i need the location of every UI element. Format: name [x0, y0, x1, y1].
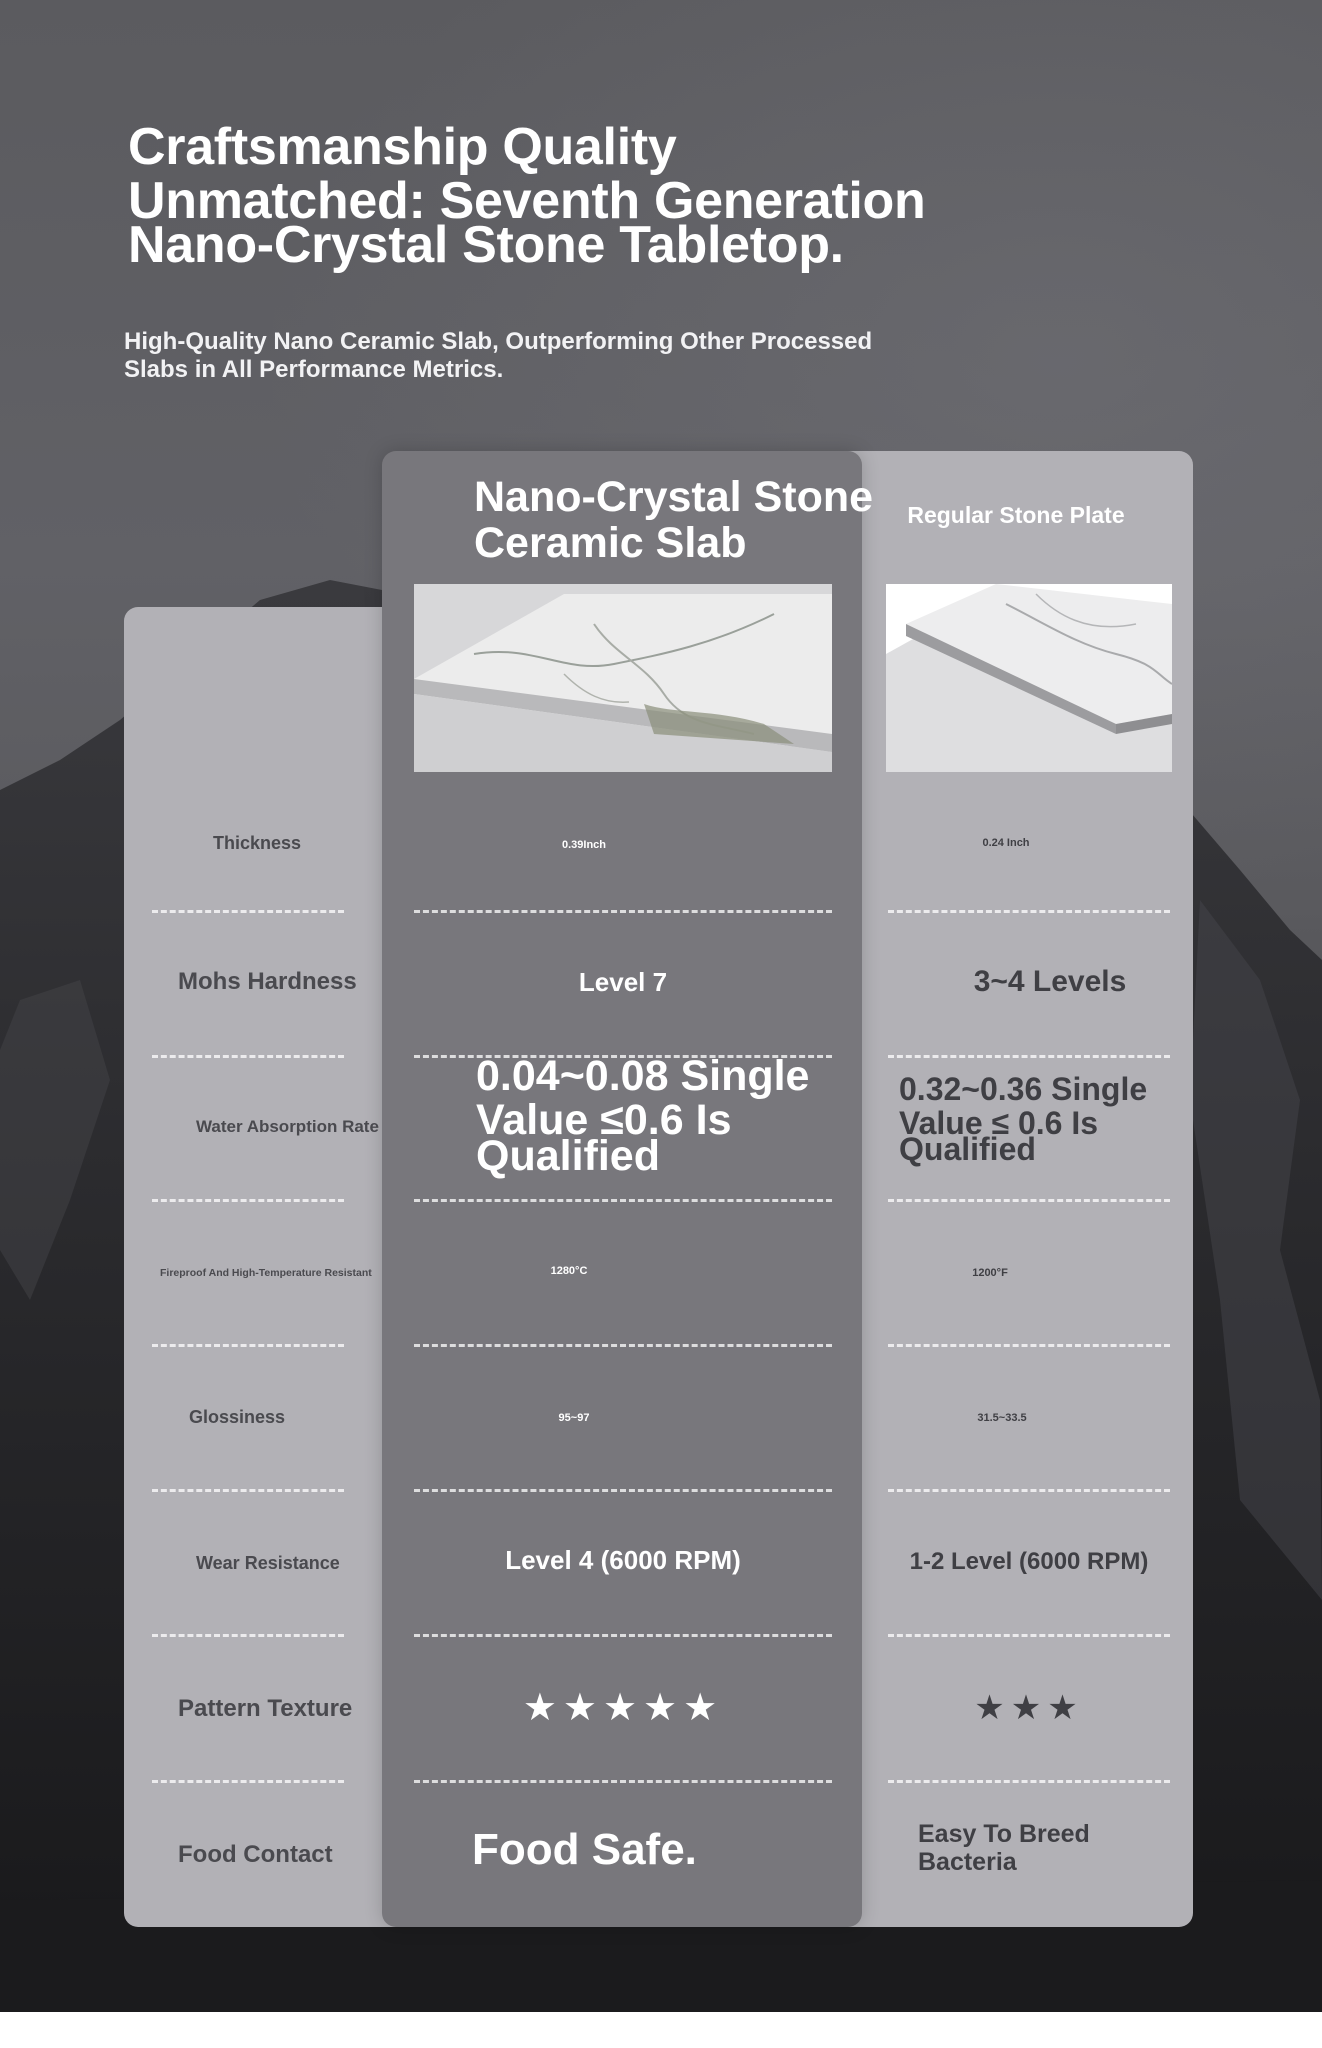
regular-value-fireproof: 1200°F — [972, 1267, 1008, 1279]
row-divider — [152, 1780, 344, 1783]
subtitle-line: High-Quality Nano Ceramic Slab, Outperforming Other Processed — [124, 328, 873, 355]
regular-value-food-contact — [918, 1820, 1168, 1876]
title-line: Unmatched: Seventh Generation — [128, 172, 926, 230]
page-title — [128, 120, 1028, 272]
row-divider — [888, 910, 1170, 913]
featured-value-food-contact: Food Safe. — [472, 1825, 697, 1874]
row-label-mohs-hardness: Mohs Hardness — [178, 968, 357, 995]
row-divider — [414, 1780, 832, 1783]
featured-value-wear-resistance: Level 4 (6000 RPM) — [505, 1544, 741, 1575]
grey-marble-plate-image — [886, 584, 1172, 772]
featured-value-water-absorption — [476, 1054, 856, 1178]
regular-value-wear-resistance: 1-2 Level (6000 RPM) — [909, 1548, 1149, 1575]
regular-value-mohs-hardness: 3~4 Levels — [973, 965, 1127, 998]
row-divider — [414, 1199, 832, 1202]
row-label-water-absorption: Water Absorption Rate — [196, 1117, 379, 1136]
row-label-wear-resistance: Wear Resistance — [196, 1552, 340, 1573]
row-divider — [152, 1199, 344, 1202]
row-divider — [414, 1634, 832, 1637]
white-marble-slab-image — [414, 584, 832, 772]
row-label-food-contact: Food Contact — [178, 1841, 333, 1868]
regular-value-water-absorption — [899, 1072, 1189, 1166]
row-divider — [888, 1199, 1170, 1202]
row-divider — [888, 1489, 1170, 1492]
row-label-fireproof: Fireproof And High-Temperature Resistant — [160, 1267, 372, 1279]
row-divider — [152, 1055, 344, 1058]
featured-water-line: 0.04~0.08 Single — [476, 1052, 810, 1100]
featured-water-line: Qualified — [476, 1132, 660, 1180]
regular-water-line: Qualified — [899, 1131, 1036, 1167]
featured-value-glossiness: 95~97 — [558, 1412, 590, 1424]
featured-value-fireproof: 1280°C — [550, 1265, 588, 1277]
regular-water-line: 0.32~0.36 Single — [899, 1071, 1148, 1107]
row-divider — [888, 1344, 1170, 1347]
row-divider — [152, 1634, 344, 1637]
row-divider — [888, 1634, 1170, 1637]
subtitle-line: Slabs in All Performance Metrics. — [124, 356, 504, 383]
title-line: Nano-Crystal Stone Tabletop. — [128, 216, 844, 274]
row-divider — [152, 1344, 344, 1347]
featured-water-line: Value ≤0.6 Is — [476, 1096, 732, 1144]
regular-water-line: Value ≤ 0.6 Is — [899, 1105, 1099, 1141]
regular-food-line: Easy To Breed — [918, 1820, 1090, 1848]
row-divider — [414, 1344, 832, 1347]
featured-title-line: Ceramic Slab — [474, 519, 747, 567]
regular-rating-stars: ★★★ — [974, 1689, 1084, 1727]
bottom-strip — [0, 2012, 1322, 2048]
row-label-glossiness: Glossiness — [188, 1406, 286, 1427]
featured-value-mohs-hardness: Level 7 — [578, 966, 668, 997]
row-divider — [414, 1489, 832, 1492]
row-label-pattern-texture: Pattern Texture — [178, 1695, 353, 1722]
row-divider — [152, 910, 344, 913]
regular-value-glossiness: 31.5~33.5 — [977, 1412, 1027, 1424]
row-divider — [152, 1489, 344, 1492]
row-divider — [414, 910, 832, 913]
title-line: Craftsmanship Quality — [128, 118, 677, 176]
regular-value-thickness: 0.24 Inch — [982, 837, 1030, 849]
featured-title-line: Nano-Crystal Stone — [474, 473, 874, 521]
row-divider — [888, 1780, 1170, 1783]
featured-rating-stars: ★★★★★ — [522, 1686, 724, 1729]
featured-value-thickness: 0.39Inch — [561, 839, 607, 851]
page-subtitle — [124, 328, 944, 384]
row-divider — [888, 1055, 1170, 1058]
row-label-thickness: Thickness — [212, 832, 302, 853]
regular-food-line: Bacteria — [918, 1848, 1017, 1876]
featured-column-title — [474, 474, 894, 566]
regular-column-title: Regular Stone Plate — [907, 502, 1125, 528]
